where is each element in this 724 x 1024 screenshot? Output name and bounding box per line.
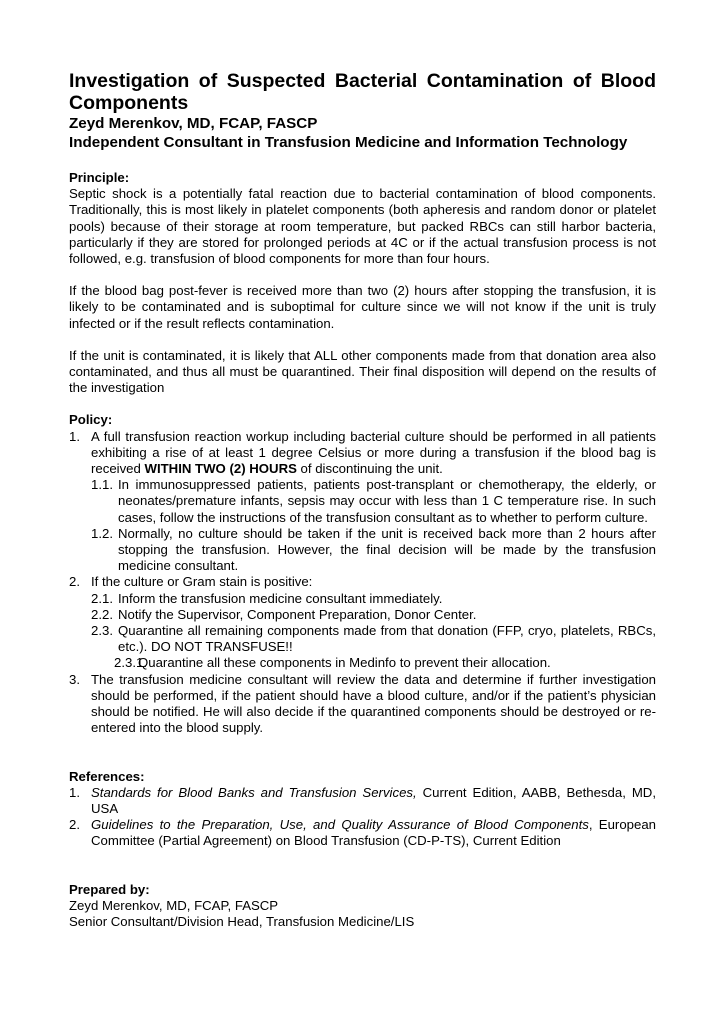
- policy-item: [69, 672, 656, 737]
- item-text: A full transfusion reaction workup including bacterial culture should be performed in all patients exhibiting a rise of at least 1 degree Celsius or more during a transfusion if the blood bag is received: [91, 428, 656, 477]
- spacer: [69, 850, 656, 882]
- policy-subitem: [69, 526, 656, 575]
- item-number: 1.2.: [91, 525, 113, 541]
- item-text: Quarantine all remaining components made from that donation (FFP, cryo, platelets, RBCs, etc.). DO NOT TRANSFUSE!!: [118, 623, 656, 655]
- item-number: 2.1.: [91, 590, 113, 606]
- policy-subitem: [69, 623, 656, 655]
- item-number: 2.: [69, 574, 80, 590]
- reference-details: , European Committee (Partial Agreement) on Blood Transfusion (CD-P-TS), Current Edition: [91, 817, 656, 849]
- item-text: If the culture or Gram stain is positive:: [91, 574, 313, 590]
- item-text: The transfusion medicine consultant will review the data and determine if further investigation should be performed, if the patient should have a blood culture, and/or if the patient’s physician should be notified. He will also decide if the quarantined components should be destroyed or re-entered into the blood supply.: [91, 671, 656, 736]
- prepared-by-section: [69, 882, 656, 931]
- item-text: Inform the transfusion medicine consultant immediately.: [118, 590, 443, 606]
- item-text: In immunosuppressed patients, patients post-transplant or chemotherapy, the elderly, or neonates/premature infants, sepsis may occur with less than 1 C temperature rise. In such cases, follow the instructions of the transfusion consultant as to whether to perform culture.: [118, 477, 656, 525]
- item-text-emphasis: WITHIN TWO (2) HOURS: [144, 461, 297, 477]
- item-number: 3.: [69, 671, 80, 687]
- item-text: of discontinuing the unit.: [296, 461, 443, 477]
- author-affiliation: Independent Consultant in Transfusion Medicine and Information Technology: [69, 134, 628, 151]
- item-number: 2.: [69, 817, 80, 833]
- reference-title: Standards for Blood Banks and Transfusion Services,: [91, 784, 417, 800]
- spacer: [69, 396, 656, 412]
- policy-heading: Policy:: [69, 412, 113, 428]
- principle-paragraph: If the unit is contaminated, it is likely that ALL other components made from that donation area also contaminated, and thus all must be quarantined. Their final disposition will depend on the results of the investigation: [69, 347, 656, 396]
- reference-title: Guidelines to the Preparation, Use, and Quality Assurance of Blood Components: [91, 817, 589, 833]
- author-name: Zeyd Merenkov, MD, FCAP, FASCP: [69, 115, 318, 132]
- reference-details: Current Edition, AABB, Bethesda, MD, USA: [91, 784, 656, 816]
- references-heading: References:: [69, 768, 145, 784]
- item-number: 1.: [69, 784, 80, 800]
- policy-section: [69, 412, 656, 736]
- policy-item: [69, 574, 656, 590]
- spacer: [69, 152, 656, 170]
- principle-paragraph: Septic shock is a potentially fatal reaction due to bacterial contamination of blood components. Traditionally, this is most likely in platelet components (both apheresis and random donor or platelet pools) because of their storage at room temperature, but packed RBCs can still harbor bacteria, particularly if they are stored for prolonged periods at 4C or if the actual transfusion process is not followed, e.g. transfusion of blood components for more than four hours.: [69, 186, 656, 267]
- item-number: 2.2.: [91, 606, 113, 622]
- item-text: Quarantine all these components in Medinfo to prevent their allocation.: [138, 655, 551, 671]
- preparer-position: Senior Consultant/Division Head, Transfusion Medicine/LIS: [69, 913, 415, 929]
- policy-subitem: [69, 591, 656, 607]
- item-number: 2.3.: [91, 623, 113, 639]
- principle-heading: Principle:: [69, 170, 130, 185]
- document-title-line1: Investigation of Suspected Bacterial Contamination of Blood: [69, 70, 656, 92]
- spacer: [69, 267, 656, 283]
- spacer: [69, 737, 656, 769]
- policy-item: [69, 429, 656, 478]
- principle-paragraph: If the blood bag post-fever is received more than two (2) hours after stopping the transfusion, it is likely to be contaminated and is suboptimal for culture since we will not know if the unit is truly infected or if the result reflects contamination.: [69, 283, 656, 331]
- prepared-by-heading: Prepared by:: [69, 881, 150, 897]
- preparer-name: Zeyd Merenkov, MD, FCAP, FASCP: [69, 897, 279, 913]
- policy-subitem: [69, 477, 656, 526]
- item-text: Normally, no culture should be taken if the unit is received back more than 2 hours after stopping the transfusion. However, the final decision will be made by the transfusion medicine consultant.: [118, 525, 656, 574]
- item-number: 2.3.1.: [114, 655, 147, 671]
- document-page: [69, 70, 656, 930]
- policy-subsubitem: [69, 655, 656, 671]
- item-number: 1.: [69, 428, 80, 444]
- item-text: Notify the Supervisor, Component Preparation, Donor Center.: [118, 606, 477, 622]
- item-number: 1.1.: [91, 477, 113, 493]
- references-section: [69, 769, 656, 850]
- policy-subitem: [69, 607, 656, 623]
- reference-item: [69, 817, 656, 849]
- principle-section: [69, 170, 656, 396]
- spacer: [69, 332, 656, 348]
- reference-item: [69, 785, 656, 817]
- document-title-line2: Components: [69, 92, 189, 114]
